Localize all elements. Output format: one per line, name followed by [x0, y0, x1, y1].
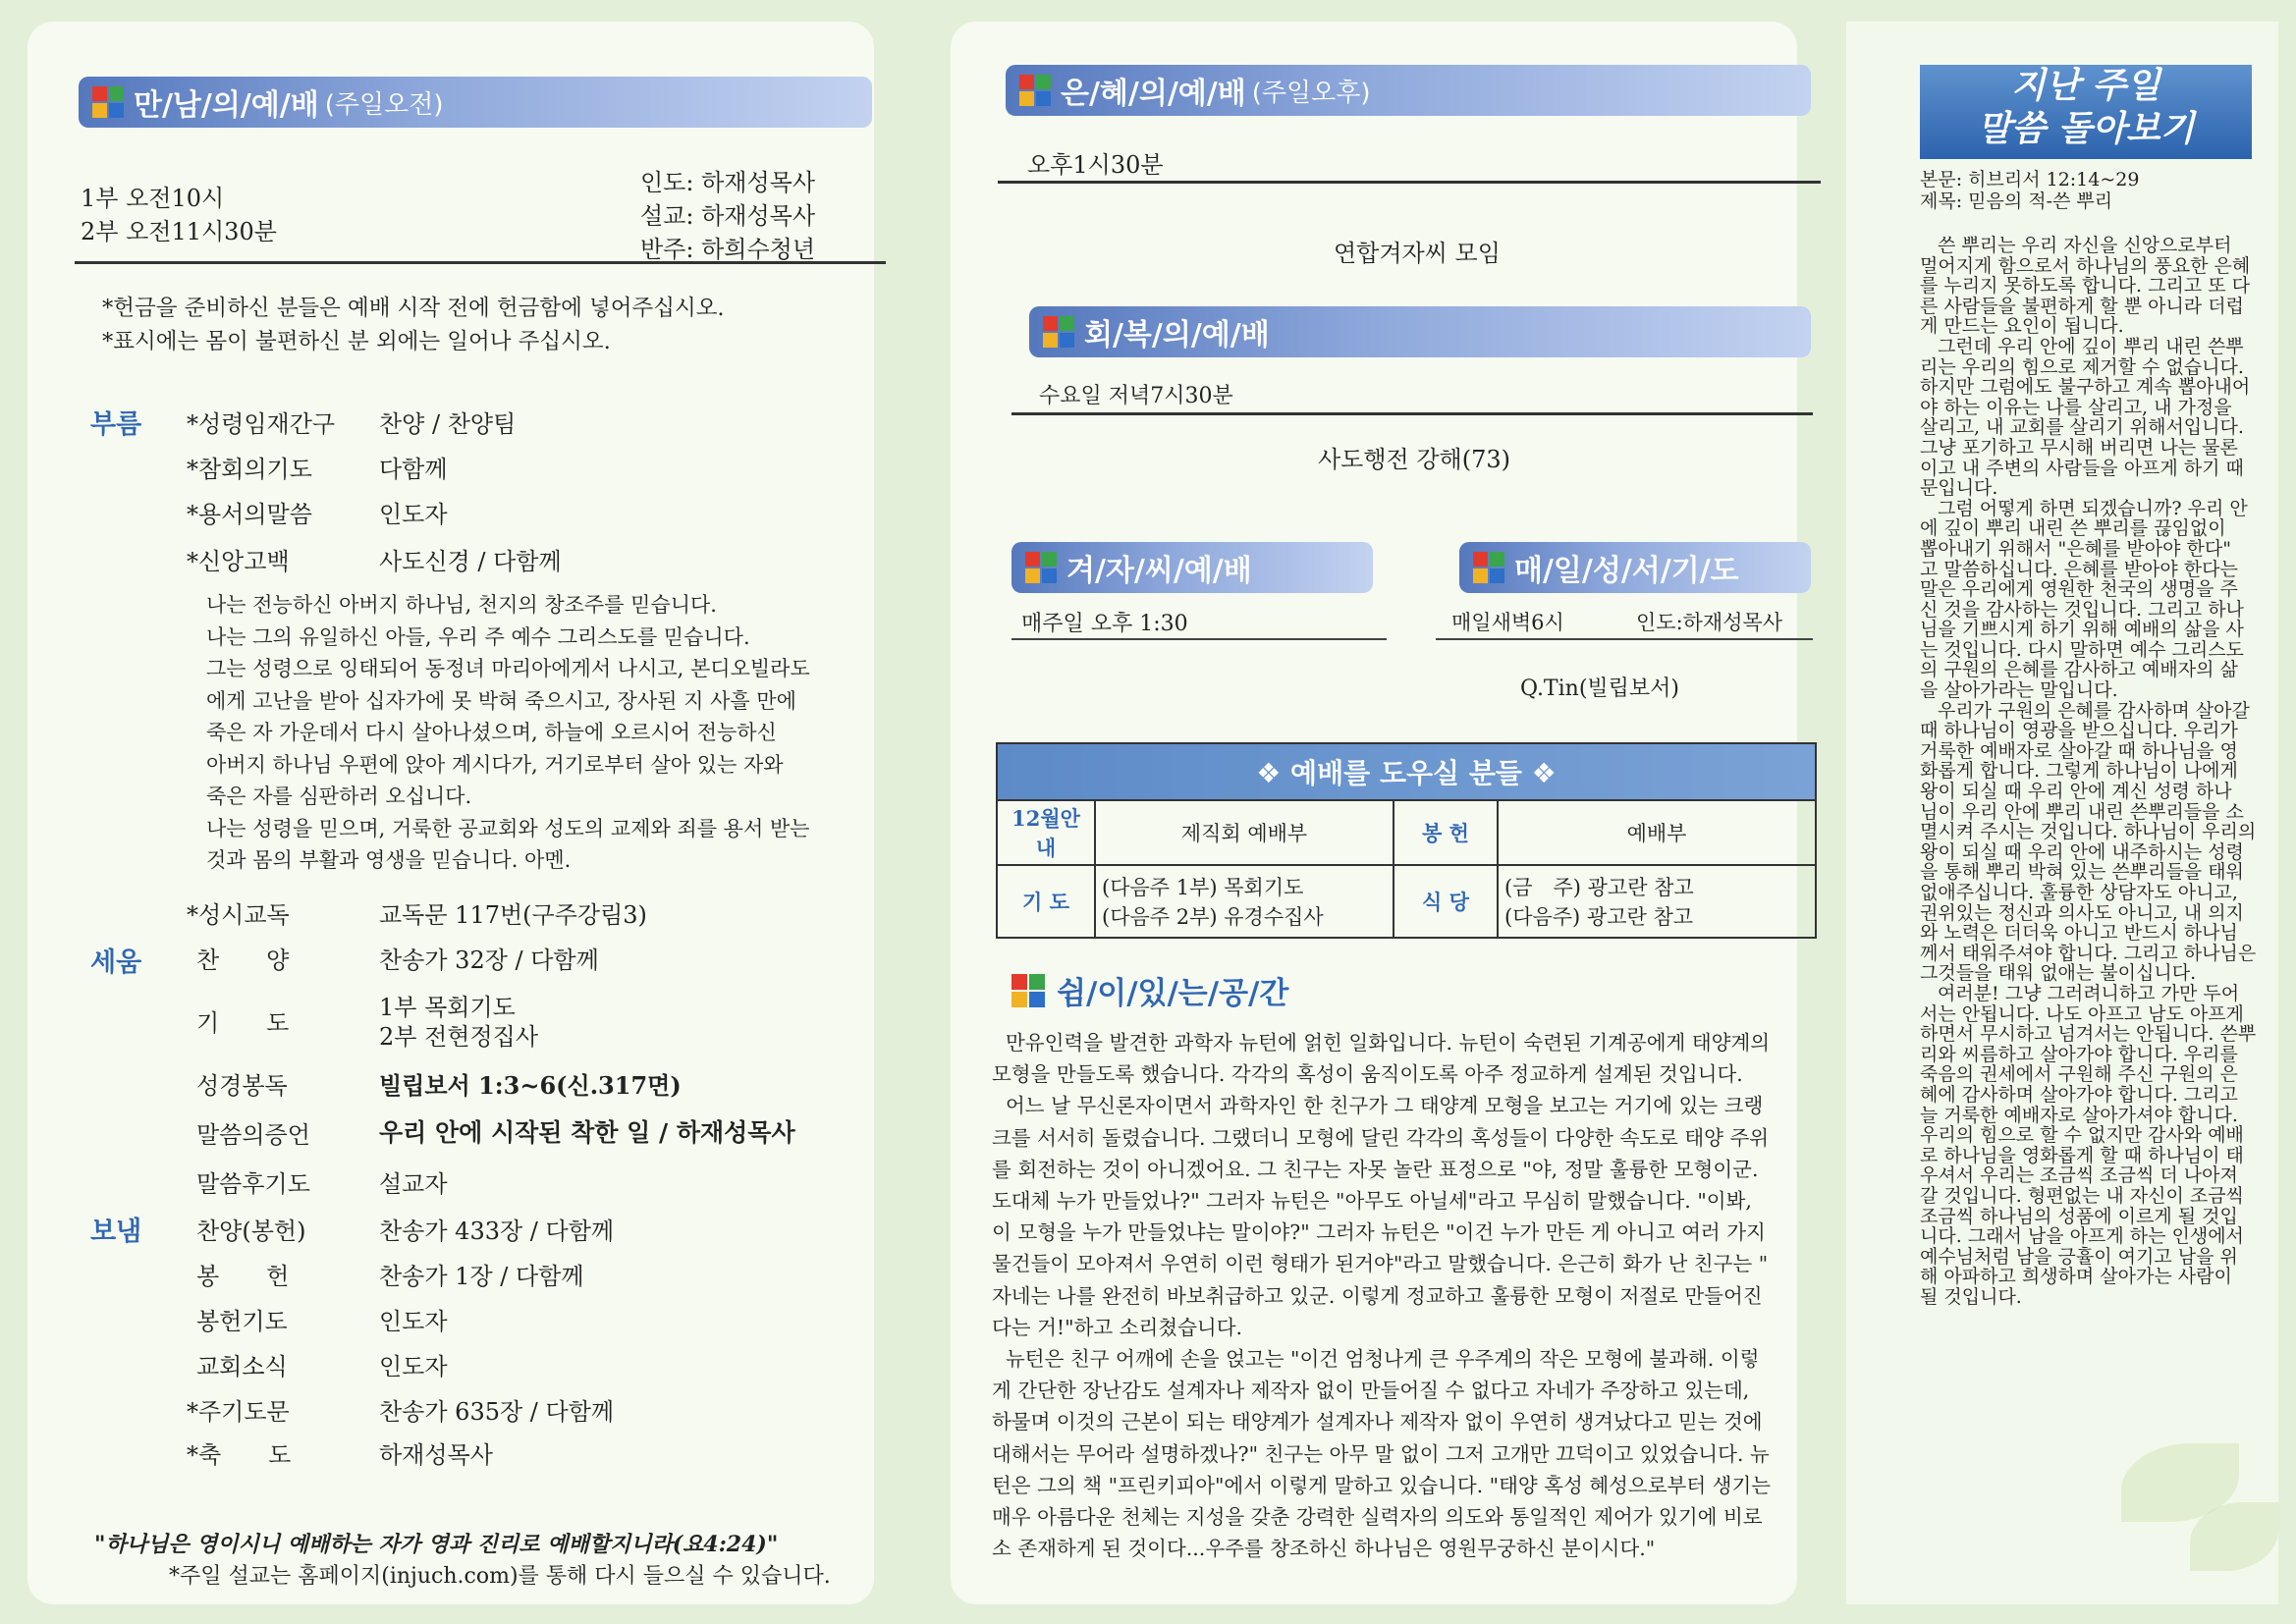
divider — [1011, 638, 1387, 640]
review-line: 신 것을 감사하는 것입니다. 그리고 하나 — [1920, 598, 2244, 621]
offering-label: 봉 헌 — [1394, 800, 1498, 865]
review-title-box — [1920, 65, 2252, 159]
morning-worship-header — [79, 77, 872, 128]
order-content: 찬송가 635장 / 다함께 — [379, 1398, 615, 1426]
story-line: 자네는 나를 완전히 바보취급하고 있군. 이렇게 정교하고 훌륭한 모형이 저절로 만들어진 — [992, 1283, 1763, 1308]
color-block-icon — [1011, 974, 1045, 1007]
cell-line: (금 주) 광고란 참고 — [1504, 876, 1694, 899]
review-line: 게 만드는 요인이 됩니다. — [1920, 315, 2124, 338]
footer-quote: "하나님은 영이시니 예배하는 자가 영과 진리로 예배할지니라(요4:24)" — [94, 1532, 779, 1557]
order-content: 인도자 — [379, 1308, 448, 1335]
order-content: 찬양 / 찬양팀 — [379, 410, 517, 438]
rest-space-header — [1011, 968, 1288, 1012]
recovery-time: 수요일 저녁7시30분 — [1039, 384, 1233, 408]
order-item: *용서의말씀 — [187, 501, 312, 528]
table-cell — [1095, 865, 1394, 938]
review-line: 왕이 되실 때 우리 안에 계신 성령 하나 — [1920, 781, 2232, 803]
cell-line: (다음주 1부) 목회기도 — [1102, 876, 1304, 899]
order-content: 찬송가 433장 / 다함께 — [379, 1218, 615, 1245]
review-line: 문입니다. — [1920, 477, 1998, 500]
creed-line: 그는 성령으로 잉태되어 동정녀 마리아에게서 나시고, 본디오빌라도 — [206, 657, 810, 680]
review-line: 해 아파하고 희생하며 살아가는 사람이 — [1920, 1266, 2232, 1288]
story-line: 매우 아름다운 천체는 지성을 갖춘 강력한 실력자의 의도와 통일적인 제어가 있기에 비로 — [992, 1505, 1763, 1530]
review-line: 말은 우리에게 영원한 천국의 생명을 주 — [1920, 578, 2238, 601]
review-line: 없애주십니다. 훌륭한 상담자도 아니고, — [1920, 882, 2238, 903]
mustard-time: 매주일 오후 1:30 — [1021, 612, 1188, 636]
creed-line: 죽은 자 가운데서 다시 살아나셨으며, 하늘에 오르시어 전능하신 — [206, 721, 777, 744]
service-time-1: 1부 오전10시 — [81, 185, 225, 212]
order-item: 말씀의증언 — [196, 1121, 310, 1149]
offering-note: *헌금을 준비하신 분들은 예배 시작 전에 헌금함에 넣어주십시오. — [102, 296, 725, 321]
review-line: 죽음의 권세에서 구원해 주신 구원의 은 — [1920, 1063, 2238, 1086]
review-sermon-title: 제목: 믿음의 적-쓴 뿌리 — [1920, 190, 2113, 212]
creed-line: 나는 성령을 믿으며, 거룩한 공교회와 성도의 교제와 죄를 용서 받는 — [206, 816, 810, 840]
helpers-title: ❖ 예배를 도우실 분들 ❖ — [1256, 757, 1557, 789]
review-line: 화롭게 합니다. 그렇게 하나님이 나에게 — [1920, 760, 2238, 783]
story-line: 대해서는 무어라 설명하겠나?" 친구는 아무 말 없이 그저 고개만 끄덕이고 있었습니다. 뉴 — [992, 1441, 1770, 1466]
standing-note: *표시에는 몸이 불편하신 분 외에는 일어나 주십시오. — [102, 329, 611, 354]
leader-line: 인도: 하재성목사 — [640, 169, 816, 196]
story-line: 물건들이 모아져서 우연히 이런 형태가 된거야"라고 말했습니다. 은근히 화가 난 친구는 " — [992, 1252, 1769, 1276]
story-line: 뉴턴은 친구 어깨에 손을 얹고는 "이건 엄청나게 큰 우주계의 작은 모형에 불과해. 이렇 — [1006, 1347, 1760, 1372]
divider — [1011, 412, 1813, 415]
review-line: 조금씩 하나님의 성품에 이르게 될 것입 — [1920, 1205, 2238, 1227]
recovery-program: 사도행전 강해(73) — [1318, 446, 1510, 473]
section-build: 세움 — [90, 947, 142, 978]
story-line: 어느 날 무신론자이면서 과학자인 한 친구가 그 태양계 모형을 보고는 거기에 있는 크랭 — [1006, 1094, 1764, 1118]
color-block-icon — [1019, 75, 1051, 106]
order-content: 사도신경 / 다함께 — [379, 548, 562, 575]
story-line: 를 회전하는 것이 아니겠어요. 그 친구는 자못 놀란 표정으로 "야, 정말 훌륭한 모형이군. — [992, 1157, 1759, 1181]
story-line: 소 존재하게 된 것이다...우주를 창조하신 하나님은 영원무궁하신 분이시다." — [992, 1537, 1656, 1561]
order-content: 하재성목사 — [379, 1441, 493, 1469]
helpers-table — [996, 799, 1817, 939]
story-line: 모형을 만들도록 했습니다. 각각의 혹성이 움직이도록 아주 정교하게 설계된 것입니다. — [992, 1062, 1743, 1087]
order-item: 교회소식 — [196, 1353, 288, 1380]
order-item: 봉헌기도 — [196, 1308, 288, 1335]
story-line: 하물며 이것의 근본이 되는 태양계가 설계자나 제작자 없이 우연히 생겨났다고 믿는 것에 — [992, 1410, 1763, 1435]
mustard-title: 겨/자/씨/예/배 — [1066, 554, 1252, 588]
review-line: 쓴 뿌리는 우리 자신을 신앙으로부터 — [1938, 235, 2232, 256]
review-line: 하면서 무시하고 넘겨서는 안됩니다. 쓴뿌 — [1920, 1023, 2257, 1046]
daily-leader: 인도:하재성목사 — [1636, 611, 1783, 634]
review-line: 을 살아가라는 말입니다. — [1920, 679, 2118, 702]
order-item: *축 도 — [187, 1441, 292, 1469]
story-line: 크를 서서히 돌렸습니다. 그랬더니 모형에 달린 각각의 혹성들이 다양한 속도로 태양 주위 — [992, 1125, 1770, 1150]
table-cell: 제직회 예배부 — [1095, 800, 1394, 865]
review-title-line: 말씀 돌아보기 — [1977, 109, 2195, 149]
divider — [998, 181, 1821, 184]
review-line: 여러분! 그냥 그러려니하고 가만 두어 — [1938, 982, 2240, 1004]
section-send: 보냄 — [90, 1217, 142, 1247]
review-line: 을 통해 뿌리 박혀 있는 쓴뿌리들을 태워 — [1920, 861, 2244, 884]
review-line: 때 하나님이 영광을 받으십니다. 우리가 — [1920, 720, 2238, 742]
creed-line: 것과 몸의 부활과 영생을 믿습니다. 아멘. — [206, 848, 572, 872]
review-line: 에 깊이 뿌리 내린 쓴 뿌리를 끊임없이 — [1920, 517, 2226, 540]
review-line: 고 말씀하십니다. 은혜를 받아야 한다는 — [1920, 558, 2238, 580]
review-line: 왕이 되실 때 우리 안에 내주하시는 성령 — [1920, 840, 2244, 863]
footer-note: *주일 설교는 홈페이지(injuch.com)를 통해 다시 들으실 수 있습니다. — [169, 1564, 831, 1589]
apostles-creed — [206, 589, 845, 877]
creed-line: 에게 고난을 받아 십자가에 못 박혀 죽으시고, 장사된 지 사흘 만에 — [206, 688, 796, 713]
order-item: *성시교독 — [187, 901, 290, 929]
review-line: 로 하나님을 영화롭게 할 때 하나님이 태 — [1920, 1144, 2244, 1166]
order-content: 다함께 — [379, 456, 448, 483]
review-line: 혜에 감사하며 살아가야 합니다. 그리고 — [1920, 1083, 2238, 1106]
review-line: 그것들을 태워 없애는 불이십니다. — [1920, 962, 2197, 985]
table-row — [997, 865, 1816, 938]
order-item: 말씀후기도 — [196, 1170, 310, 1198]
review-passage: 본문: 히브리서 12:14~29 — [1920, 169, 2140, 190]
review-line: 님이 우리 안에 뿌리 내린 쓴뿌리들을 소 — [1920, 800, 2244, 823]
review-line: 니다. 그래서 남을 아프게 하는 인생에서 — [1920, 1225, 2244, 1248]
review-line: 를 누리지 못하도록 합니다. 그리고 또 다 — [1920, 275, 2250, 298]
review-line: 서는 안됩니다. 나도 아프고 남도 아프게 — [1920, 1002, 2244, 1025]
review-line: 이고 내 주변의 사람들을 아프게 하기 때 — [1920, 457, 2244, 479]
prayer-label: 기 도 — [997, 865, 1095, 938]
review-line: 멸시켜 주시는 것입니다. 하나님이 우리의 — [1920, 821, 2257, 843]
order-content: 찬송가 32장 / 다함께 — [379, 947, 599, 974]
review-line: 의 구원의 은혜를 감사하고 예배자의 삶 — [1920, 659, 2238, 681]
recovery-worship-header — [1029, 306, 1811, 357]
order-item: 봉 헌 — [196, 1263, 290, 1290]
review-line: 그냥 포기하고 무시해 버리면 나는 물론 — [1920, 436, 2238, 459]
story-line: 게 간단한 장난감도 설계자나 제작자 없이 만들어질 수 없다고 자네가 주장하고 있는데, — [992, 1379, 1750, 1403]
review-line: 뽑아내기 위해서 "은혜를 받아야 한다" — [1920, 537, 2231, 560]
order-content: 교독문 117번(구주강림3) — [379, 901, 647, 929]
review-line: 야 하는 이유는 나를 살리고, 내 가정을 — [1920, 396, 2232, 418]
review-line: 께서 태워주셔야 합니다. 그리고 하나님은 — [1920, 942, 2257, 964]
review-line: 권위있는 정신과 의사도 아니고, 내 의지 — [1920, 901, 2244, 924]
creed-line: 죽은 자를 심판하러 오십니다. — [206, 785, 472, 808]
creed-line: 아버지 하나님 우편에 앉아 계시다가, 거기로부터 살아 있는 자와 — [206, 752, 784, 777]
order-content: 인도자 — [379, 501, 448, 528]
review-line: 리는 우리의 힘으로 제거할 수 없습니다. — [1920, 355, 2244, 378]
table-cell — [1498, 865, 1816, 938]
order-item: 찬양(봉헌) — [196, 1218, 306, 1245]
color-block-icon — [1025, 552, 1057, 583]
helpers-title-bar — [996, 742, 1817, 801]
review-line: 예수님처럼 남을 긍휼이 여기고 남을 위 — [1920, 1245, 2238, 1268]
review-body — [1920, 236, 2273, 1307]
order-item: *참회의기도 — [187, 456, 312, 483]
review-line: 른 사람들을 불편하게 할 뿐 아니라 더럽 — [1920, 295, 2244, 317]
review-line: 는 것입니다. 다시 말하면 예수 그리스도 — [1920, 638, 2244, 661]
daily-time: 매일새벽6시 — [1451, 611, 1564, 634]
afternoon-title: 은/혜/의/예/배 — [1061, 77, 1246, 111]
story-line: 만유인력을 발견한 과학자 뉴턴에 얽힌 일화입니다. 뉴턴이 숙련된 기계공에게 태양계의 — [1006, 1031, 1771, 1055]
kitchen-label: 식 당 — [1394, 865, 1498, 938]
order-content: 인도자 — [379, 1353, 448, 1380]
review-line: 하지만 그럼에도 불구하고 계속 뽑아내어 — [1920, 376, 2251, 399]
order-content: 2부 전현정집사 — [379, 1023, 539, 1051]
afternoon-time: 오후1시30분 — [1027, 151, 1164, 179]
month-label: 12월안내 — [997, 800, 1095, 865]
order-content: 1부 목회기도 — [379, 994, 516, 1021]
preacher-line: 설교: 하재성목사 — [640, 202, 816, 230]
divider — [75, 261, 886, 264]
review-line: 우셔서 우리는 조금씩 조금씩 더 나아져 — [1920, 1164, 2238, 1187]
order-item: *신앙고백 — [187, 548, 290, 575]
order-item: 기 도 — [196, 1009, 290, 1037]
review-line: 와 노력은 더더욱 아니고 반드시 하나님 — [1920, 922, 2238, 945]
story-line: 도대체 누가 만들었나?" 그러자 뉴턴은 "아무도 아닐세"라고 무심히 말했습니다. "이봐, — [992, 1189, 1752, 1214]
review-line: 리와 씨름하고 살아가야 합니다. 우리를 — [1920, 1043, 2238, 1065]
daily-prayer-header — [1459, 542, 1811, 593]
daily-note: Q.Tin(빌립보서) — [1520, 677, 1679, 701]
newton-story — [992, 1027, 1807, 1564]
review-line: 살리고, 내 교회를 살리기 위해서입니다. — [1920, 416, 2244, 439]
order-item: 성경봉독 — [196, 1072, 288, 1100]
afternoon-subtitle: (주일오후) — [1251, 78, 1371, 108]
review-line: 거룩한 예배자로 살아갈 때 하나님을 영 — [1920, 739, 2238, 762]
creed-line: 나는 그의 유일하신 아들, 우리 주 예수 그리스도를 믿습니다. — [206, 624, 750, 649]
review-line: 갈 것입니다. 형편없는 내 자신이 조금씩 — [1920, 1184, 2244, 1207]
service-time-2: 2부 오전11시30분 — [81, 218, 277, 245]
morning-subtitle: (주일오전) — [324, 89, 444, 120]
review-line: 그런데 우리 안에 깊이 뿌리 내린 쓴뿌 — [1938, 335, 2244, 357]
color-block-icon — [92, 86, 124, 118]
afternoon-worship-header — [1006, 65, 1811, 116]
accompanist-line: 반주: 하희수청년 — [640, 236, 816, 263]
creed-line: 나는 전능하신 아버지 하나님, 천지의 창조주를 믿습니다. — [206, 593, 717, 617]
cell-line: (다음주) 광고란 참고 — [1504, 905, 1694, 929]
mustard-worship-header — [1011, 542, 1373, 593]
order-content: 설교자 — [379, 1170, 448, 1198]
table-cell: 예배부 — [1498, 800, 1816, 865]
review-line: 늘 거룩한 예배자로 살아가셔야 합니다. — [1920, 1104, 2238, 1126]
review-line: 그럼 어떻게 하면 되겠습니까? 우리 안 — [1938, 497, 2248, 519]
review-line: 될 것입니다. — [1920, 1285, 2022, 1308]
color-block-icon — [1473, 552, 1504, 583]
story-line: 다는 거!"하고 소리쳤습니다. — [992, 1315, 1243, 1339]
review-line: 님을 기쁘시게 하기 위해 예배의 삶을 사 — [1920, 619, 2244, 641]
afternoon-program: 연합겨자씨 모임 — [1334, 240, 1501, 267]
order-item: *성령임재간구 — [187, 410, 336, 438]
order-content: 빌립보서 1:3~6(신.317면) — [379, 1071, 682, 1100]
morning-title: 만/남/의/예/배 — [134, 88, 319, 123]
review-line: 멀어지게 함으로서 하나님의 풍요한 은혜 — [1920, 254, 2251, 277]
cell-line: (다음주 2부) 유경수집사 — [1102, 905, 1324, 929]
order-item: *주기도문 — [187, 1398, 290, 1426]
order-item: 찬 양 — [196, 947, 290, 974]
review-title-line: 지난 주일 — [2011, 66, 2160, 106]
daily-title: 매/일/성/서/기/도 — [1514, 554, 1739, 588]
table-row — [997, 800, 1816, 865]
review-line: 우리가 구원의 은혜를 감사하며 살아갈 — [1938, 699, 2250, 722]
rest-title: 쉼/이/있/는/공/간 — [1057, 976, 1289, 1011]
order-content: 찬송가 1장 / 다함께 — [379, 1263, 584, 1290]
story-line: 턴은 그의 책 "프린키피아"에서 이렇게 말하고 있습니다. "태양 혹성 혜성으로부터 생기는 — [992, 1473, 1772, 1497]
recovery-title: 회/복/의/예/배 — [1084, 318, 1270, 352]
color-block-icon — [1043, 316, 1074, 348]
divider — [1436, 638, 1813, 640]
sermon-title: 우리 안에 시작된 착한 일 / 하재성목사 — [379, 1118, 795, 1147]
story-line: 이 모형을 누가 만들었냐는 말이야?" 그러자 뉴턴은 "이건 누가 만든 게 아니고 여러 가지 — [992, 1220, 1766, 1245]
section-call: 부름 — [90, 409, 142, 440]
review-line: 우리의 힘으로 할 수 없지만 감사와 예배 — [1920, 1124, 2244, 1147]
